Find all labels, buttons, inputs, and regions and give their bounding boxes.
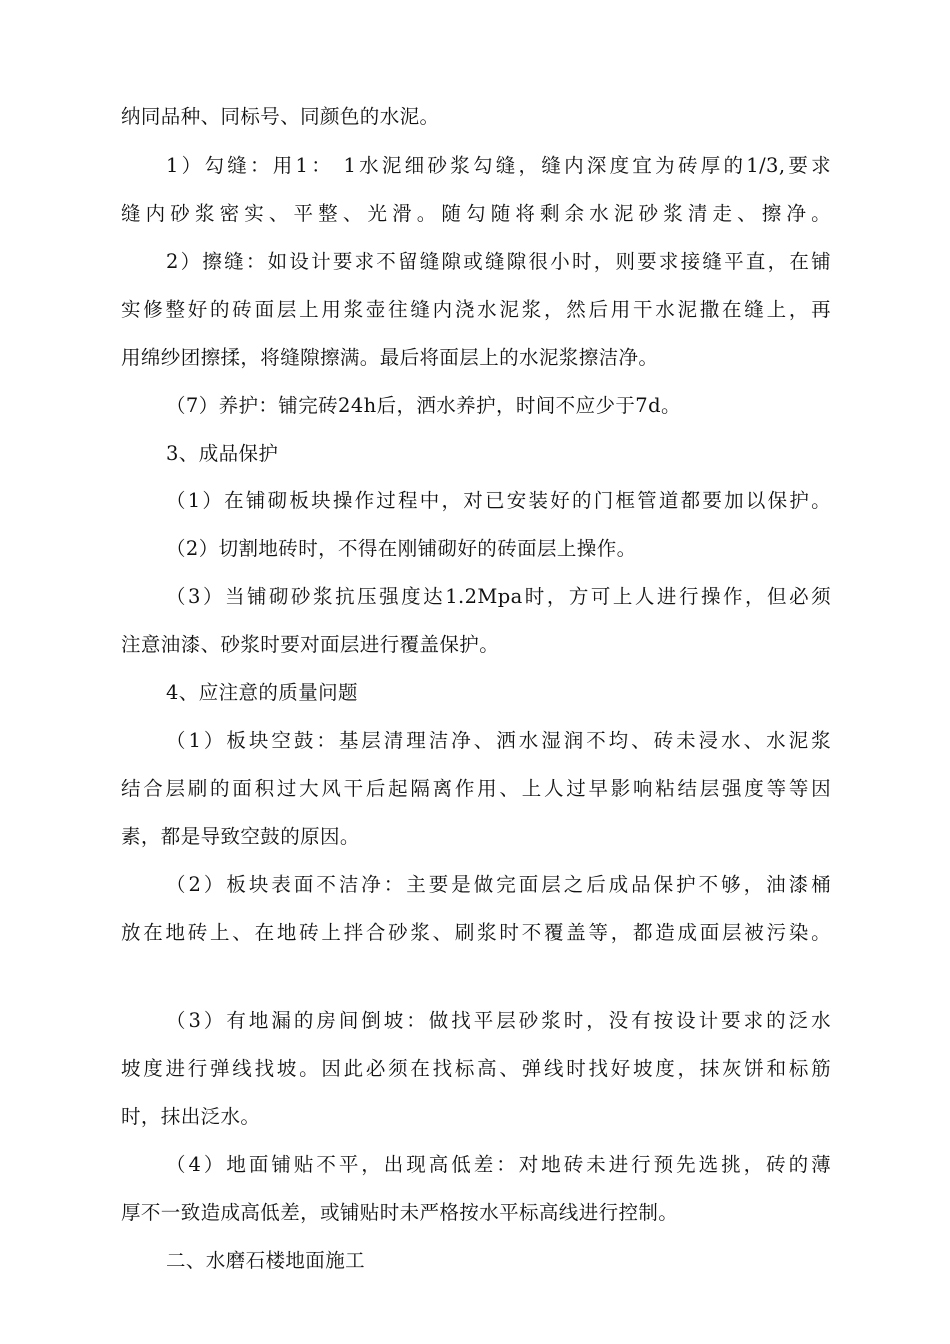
section-heading: 二、水磨石楼地面施工 [166,1249,366,1272]
text-line: 实修整好的砖面层上用浆壶往缝内浇水泥浆，然后用干水泥撒在缝上，再 [121,298,831,321]
text-line: 用绵纱团擦揉，将缝隙擦满。最后将面层上的水泥浆擦洁净。 [121,346,659,369]
text-line: 缝内砂浆密实、平整、光滑。随勾随将剩余水泥砂浆清走、擦净。 [121,202,831,225]
text-line: （1）板块空鼓：基层清理洁净、洒水湿润不均、砖未浸水、水泥浆 [166,729,831,752]
text-line: 2）擦缝：如设计要求不留缝隙或缝隙很小时，则要求接缝平直，在铺 [166,250,831,273]
section-heading: 3、成品保护 [166,442,279,465]
text-line: 1）勾缝：用1： 1水泥细砂浆勾缝，缝内深度宜为砖厚的1/3,要求 [166,154,831,177]
text-line: 结合层刷的面积过大风干后起隔离作用、上人过早影响粘结层强度等等因 [121,777,831,800]
text-line: 素，都是导致空鼓的原因。 [121,825,360,848]
text-line: 放在地砖上、在地砖上拌合砂浆、刷浆时不覆盖等，都造成面层被污染。 [121,921,831,944]
text-line: 厚不一致造成高低差，或铺贴时未严格按水平标高线进行控制。 [121,1201,679,1224]
text-line: （3）有地漏的房间倒坡：做找平层砂浆时，没有按设计要求的泛水 [166,1009,831,1032]
text-line: （3）当铺砌砂浆抗压强度达1.2Mpa时，方可上人进行操作，但必须 [166,585,831,608]
text-line: 时，抹出泛水。 [121,1105,261,1128]
text-line: （4）地面铺贴不平，出现高低差：对地砖未进行预先选挑，砖的薄 [166,1153,831,1176]
text-line: 注意油漆、砂浆时要对面层进行覆盖保护。 [121,633,500,656]
text-line: （7）养护：铺完砖24h后，洒水养护，时间不应少于7d。 [166,394,681,417]
section-heading: 4、应注意的质量问题 [166,681,358,704]
text-line: （1）在铺砌板块操作过程中，对已安装好的门框管道都要加以保护。 [166,489,831,512]
text-line: 纳同品种、同标号、同颜色的水泥。 [121,105,440,128]
text-line: （2）板块表面不洁净：主要是做完面层之后成品保护不够，油漆桶 [166,873,831,896]
text-line: （2）切割地砖时，不得在刚铺砌好的砖面层上操作。 [166,537,637,560]
text-line: 坡度进行弹线找坡。因此必须在找标高、弹线时找好坡度，抹灰饼和标筋 [121,1057,831,1080]
